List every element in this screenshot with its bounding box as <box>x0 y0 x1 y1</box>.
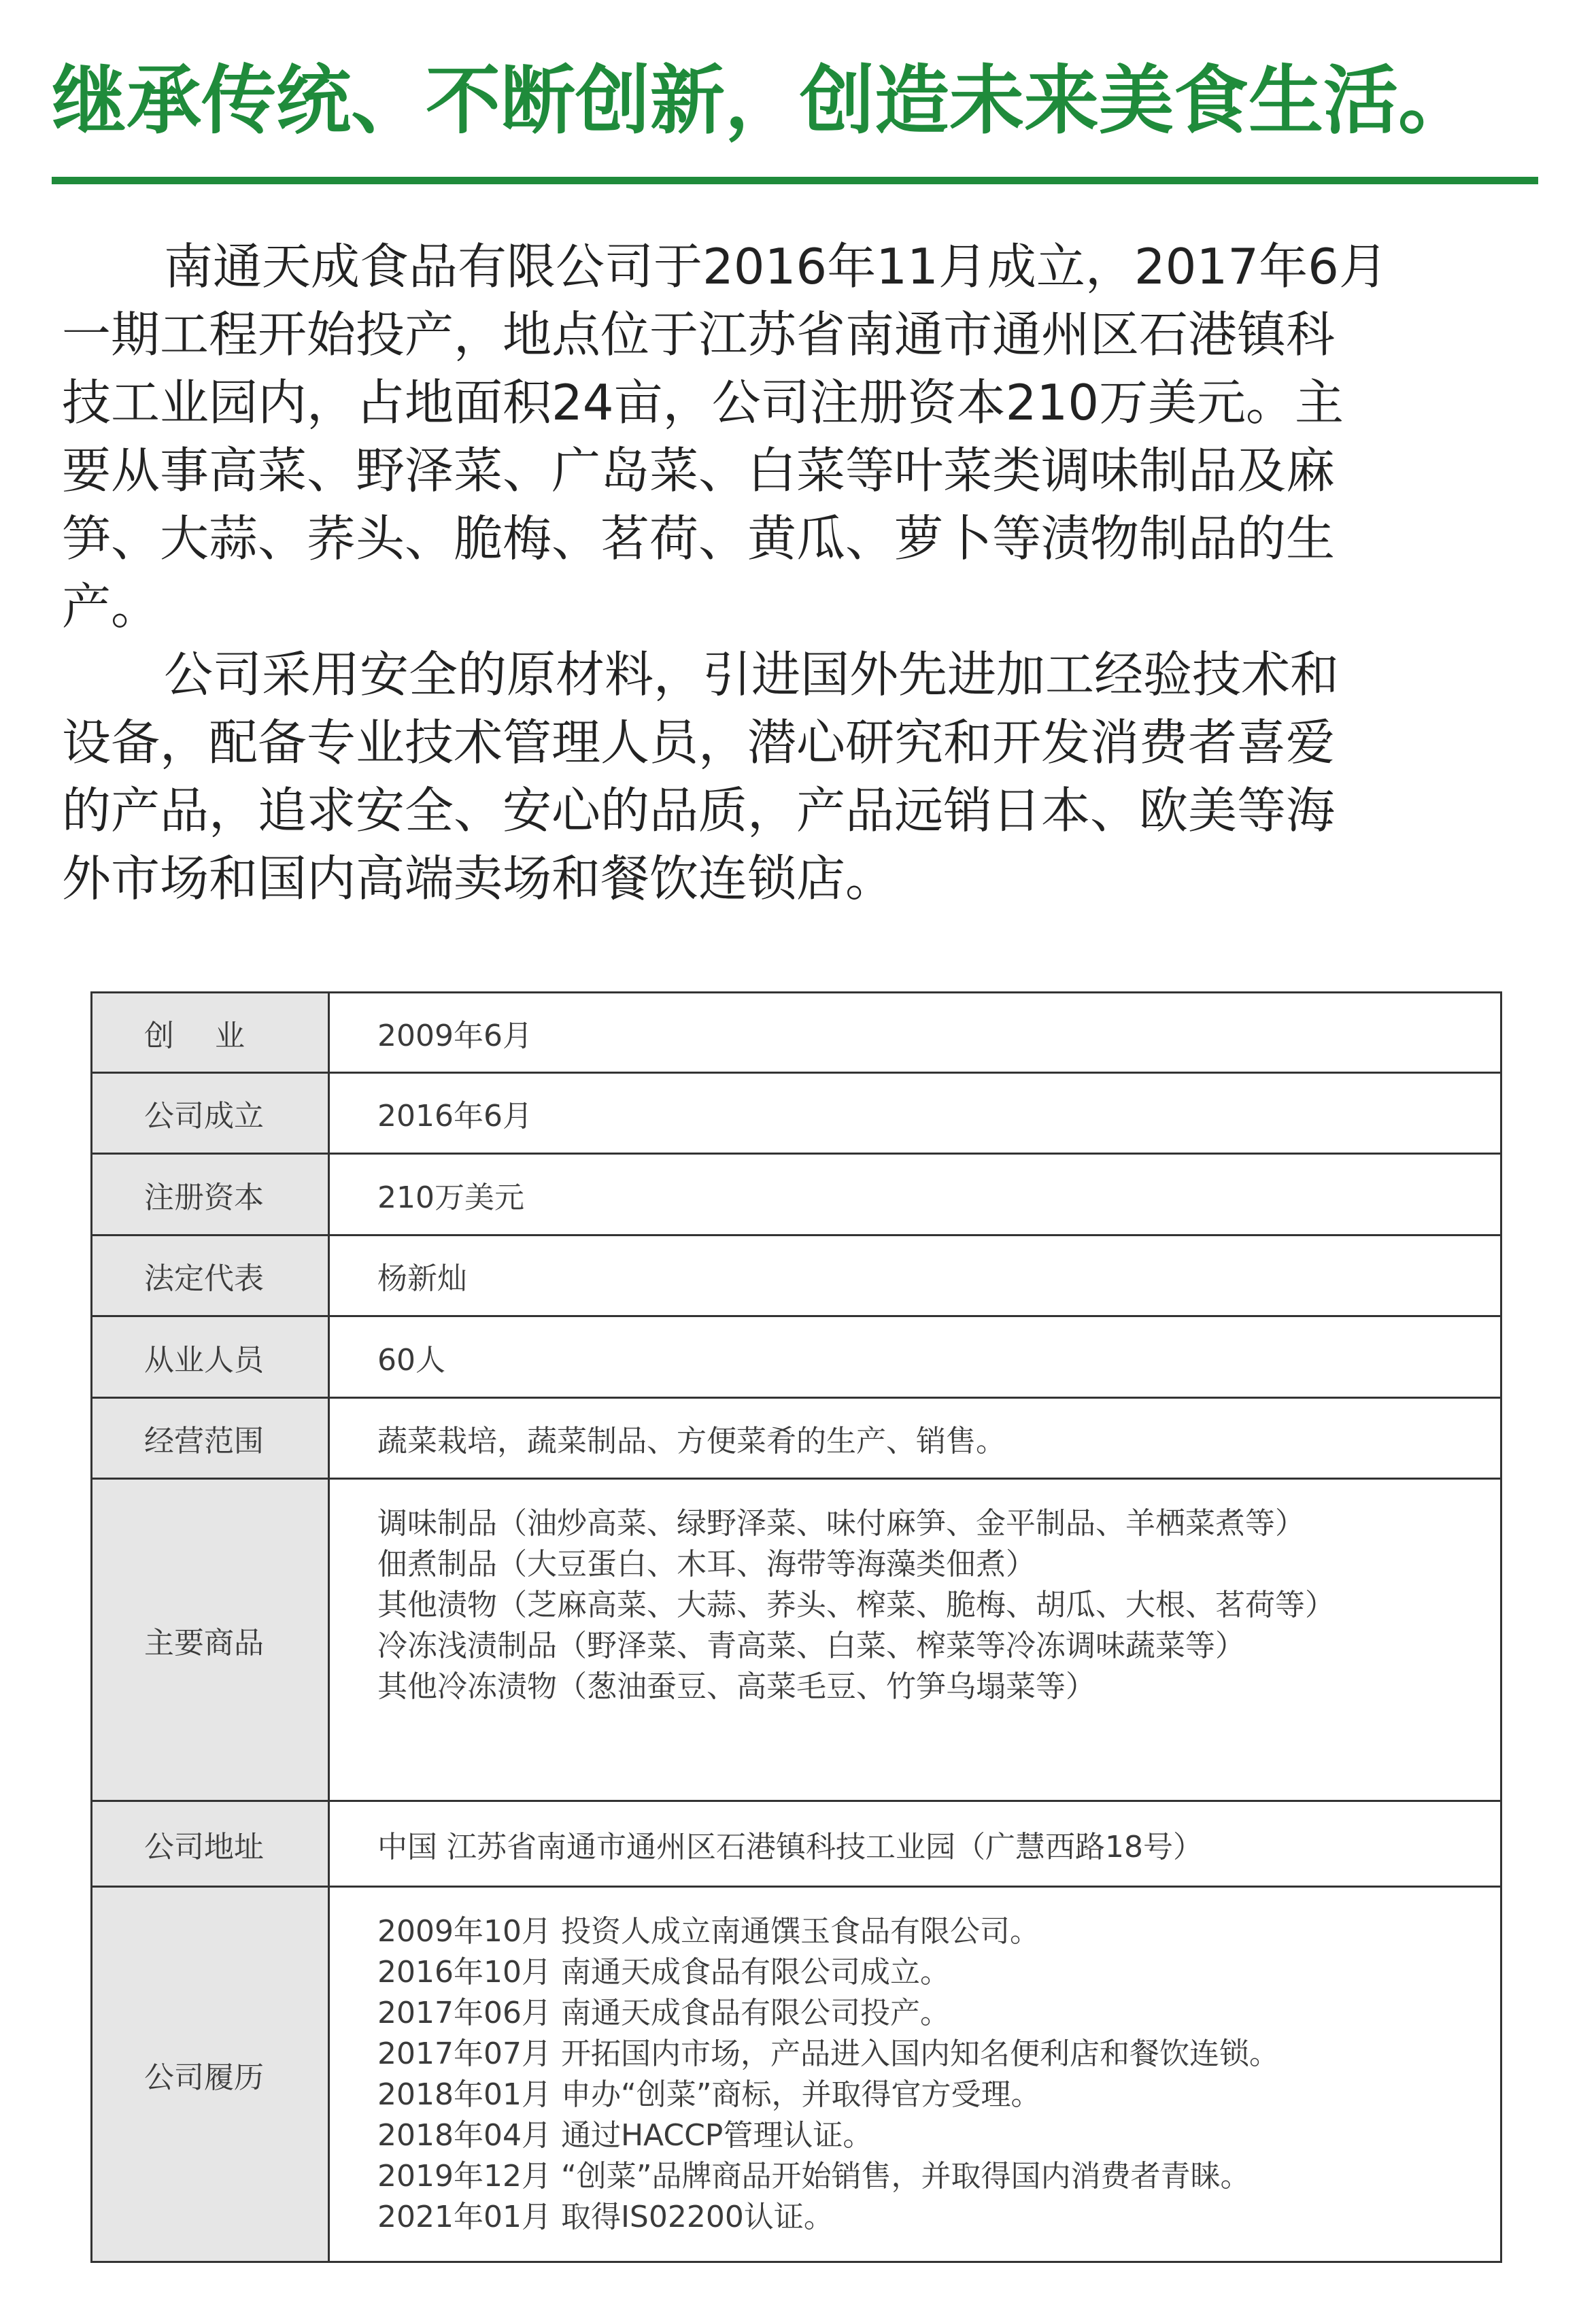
text-line: 笋、大蒜、荞头、脆梅、茗荷、黄瓜、萝卜等渍物制品的生 <box>62 510 1336 567</box>
list-item: 冷冻浅渍制品（野泽菜、青高菜、白菜、榨菜等冷冻调味蔬菜等） <box>377 1629 1245 1663</box>
row-label: 经营范围 <box>92 1398 329 1479</box>
list-item: 调味制品（油炒高菜、绿野泽菜、味付麻笋、金平制品、羊栖菜煮等） <box>377 1506 1305 1541</box>
row-label: 主要商品 <box>92 1479 329 1801</box>
list-item: 2017年06月 南通天成食品有限公司投产。 <box>377 1995 950 2030</box>
list-item: 2021年01月 取得IS02200认证。 <box>377 2199 834 2234</box>
list-item: 2016年10月 南通天成食品有限公司成立。 <box>377 1954 950 1990</box>
list-item: 2017年07月 开拓国内市场，产品进入国内知名便利店和餐饮连锁。 <box>377 2036 1279 2071</box>
row-label: 公司履历 <box>92 1887 329 2262</box>
list-item: 2018年01月 申办“创菜”商标，并取得官方受理。 <box>377 2077 1041 2112</box>
row-value: 杨新灿 <box>329 1235 1501 1316</box>
row-value: 2016年6月 <box>329 1073 1501 1154</box>
text-line: 的产品，追求安全、安心的品质，产品远销日本、欧美等海 <box>62 782 1336 839</box>
row-value: 2009年6月 <box>329 993 1501 1073</box>
title-divider <box>52 177 1538 184</box>
text-line: 一期工程开始投产，地点位于江苏省南通市通州区石港镇科 <box>62 306 1336 363</box>
table-row <box>92 1316 1501 1398</box>
row-label: 公司成立 <box>92 1073 329 1154</box>
list-item: 其他冷冻渍物（葱油蚕豆、高菜毛豆、竹笋乌塌菜等） <box>377 1669 1096 1704</box>
text-line: 外市场和国内高端卖场和餐饮连锁店。 <box>62 850 895 907</box>
table-row <box>92 1073 1501 1154</box>
list-item: 佃煮制品（大豆蛋白、木耳、海带等海藻类佃煮） <box>377 1547 1036 1582</box>
text-line: 南通天成食品有限公司于2016年11月成立，2017年6月 <box>164 238 1388 295</box>
row-value: 60人 <box>329 1316 1501 1398</box>
intro-paragraph-1 <box>62 233 1538 641</box>
list-item: 2019年12月 “创菜”品牌商品开始销售，并取得国内消费者青睐。 <box>377 2158 1251 2194</box>
table-row-address <box>92 1801 1501 1887</box>
list-item: 2018年04月 通过HACCP管理认证。 <box>377 2117 873 2153</box>
row-value: 210万美元 <box>329 1154 1501 1235</box>
text-line: 公司采用安全的原材料，引进国外先进加工经验技术和 <box>164 646 1340 703</box>
text-line: 产。 <box>62 578 160 635</box>
products-list <box>329 1479 1501 1801</box>
row-label: 法定代表 <box>92 1235 329 1316</box>
table-row-products <box>92 1479 1501 1801</box>
table-row <box>92 1154 1501 1235</box>
table-row-history <box>92 1887 1501 2262</box>
text-line: 技工业园内，占地面积24亩，公司注册资本210万美元。主 <box>62 374 1344 431</box>
row-label: 公司地址 <box>92 1801 329 1887</box>
list-item: 其他渍物（芝麻高菜、大蒜、荞头、榨菜、脆梅、胡瓜、大根、茗荷等） <box>377 1588 1335 1622</box>
row-value: 蔬菜栽培，蔬菜制品、方便菜肴的生产、销售。 <box>329 1398 1501 1479</box>
table-row <box>92 1235 1501 1316</box>
list-item: 2009年10月 投资人成立南通馔玉食品有限公司。 <box>377 1913 1040 1949</box>
table-row <box>92 1398 1501 1479</box>
text-line: 设备，配备专业技术管理人员，潜心研究和开发消费者喜爱 <box>62 714 1336 771</box>
intro-paragraph-2 <box>62 641 1538 913</box>
table-row <box>92 993 1501 1073</box>
row-value: 中国 江苏省南通市通州区石港镇科技工业园（广慧西路18号） <box>329 1801 1501 1887</box>
row-label <box>92 993 329 1073</box>
label-text: 创业 <box>144 1018 286 1053</box>
row-label: 从业人员 <box>92 1316 329 1398</box>
page-title: 继承传统、不断创新，创造未来美食生活。 <box>52 57 1473 144</box>
history-list <box>329 1887 1501 2262</box>
company-info-table <box>90 991 1502 2263</box>
row-label: 注册资本 <box>92 1154 329 1235</box>
text-line: 要从事高菜、野泽菜、广岛菜、白菜等叶菜类调味制品及麻 <box>62 442 1336 499</box>
